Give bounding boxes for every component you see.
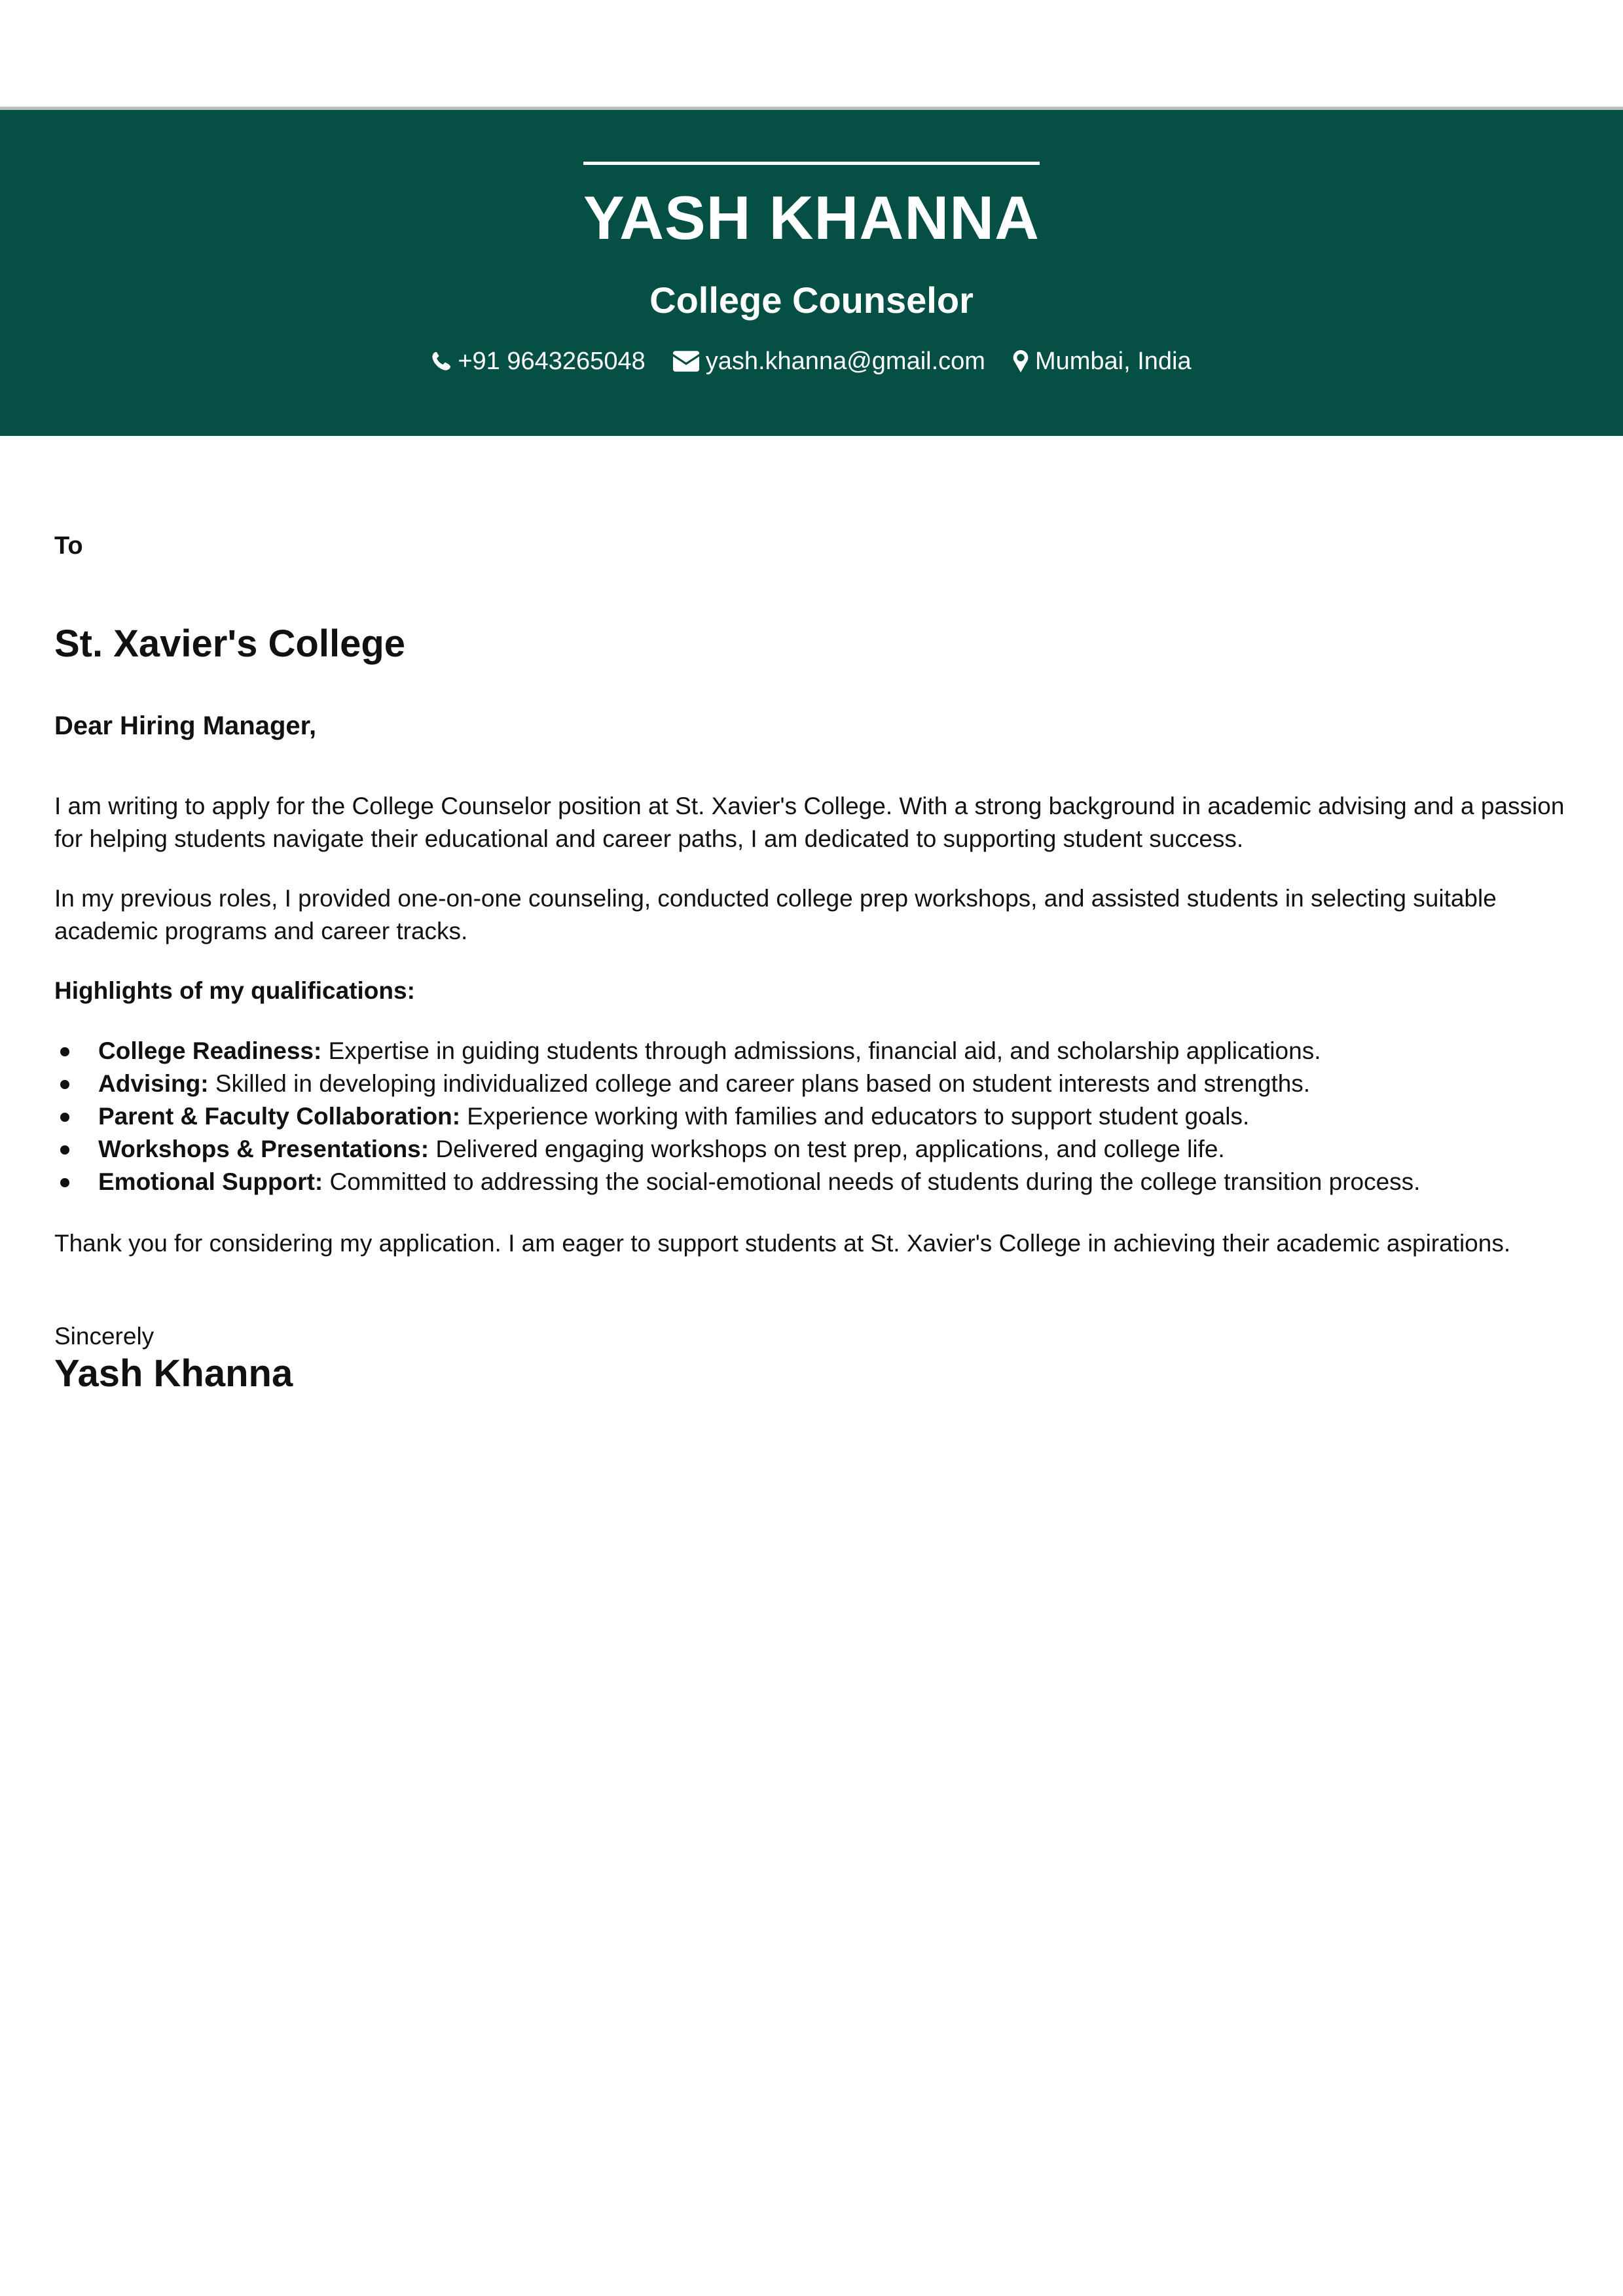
list-item bbox=[54, 1166, 1573, 1198]
salutation: Dear Hiring Manager, bbox=[54, 711, 317, 740]
signature-name: Yash Khanna bbox=[54, 1352, 293, 1395]
applicant-role: College Counselor bbox=[649, 279, 974, 321]
bullet-dot bbox=[60, 1145, 69, 1155]
header-decorative-line bbox=[583, 162, 1040, 165]
highlight-label: College Readiness: bbox=[98, 1037, 322, 1064]
map-pin-icon bbox=[1013, 350, 1029, 372]
highlight-label: Advising: bbox=[98, 1070, 209, 1097]
contact-location bbox=[1013, 349, 1192, 374]
phone-icon bbox=[431, 350, 451, 372]
highlight-label: Parent & Faculty Collaboration: bbox=[98, 1103, 461, 1130]
bullet-dot bbox=[60, 1080, 69, 1089]
sign-off: Sincerely bbox=[54, 1323, 155, 1350]
list-item bbox=[54, 1067, 1573, 1100]
contact-phone[interactable] bbox=[431, 349, 645, 374]
highlights-heading: Highlights of my qualifications: bbox=[54, 977, 415, 1004]
contact-bar bbox=[0, 349, 1623, 374]
bullet-dot bbox=[60, 1047, 69, 1056]
phone-text: +91 9643265048 bbox=[458, 348, 646, 375]
paragraph-intro: I am writing to apply for the College Counselor position at St. Xavier's College. With a strong background in academic advising and a passion for helping students navigate their educational and career paths, I am dedicated to supporting student success. bbox=[54, 793, 1565, 852]
location-text: Mumbai, India bbox=[1034, 348, 1192, 375]
header-banner bbox=[0, 110, 1623, 436]
highlight-label: Emotional Support: bbox=[98, 1168, 323, 1195]
to-label: To bbox=[54, 532, 83, 560]
applicant-name: YASH KHANNA bbox=[583, 183, 1040, 252]
bullet-dot bbox=[60, 1178, 69, 1187]
highlight-text: Experience working with families and educators to support student goals. bbox=[460, 1103, 1250, 1130]
email-text: yash.khanna@gmail.com bbox=[705, 348, 985, 375]
highlight-text: Skilled in developing individualized college and career plans based on student interests and strengths. bbox=[208, 1070, 1311, 1097]
highlight-text: Expertise in guiding students through admissions, financial aid, and scholarship applications. bbox=[321, 1037, 1321, 1064]
recipient-name: St. Xavier's College bbox=[54, 622, 406, 665]
bullet-dot bbox=[60, 1113, 69, 1122]
envelope-icon bbox=[673, 351, 699, 372]
contact-email[interactable] bbox=[673, 349, 985, 374]
list-item bbox=[54, 1133, 1573, 1166]
highlights-list bbox=[54, 1035, 1573, 1198]
highlight-label: Workshops & Presentations: bbox=[98, 1136, 429, 1162]
list-item bbox=[54, 1035, 1573, 1067]
list-item bbox=[54, 1100, 1573, 1133]
paragraph-closing: Thank you for considering my application. I am eager to support students at St. Xavier's College in achieving their academic aspirations. bbox=[54, 1230, 1511, 1257]
highlight-text: Delivered engaging workshops on test prep, applications, and college life. bbox=[429, 1136, 1225, 1162]
highlight-text: Committed to addressing the social-emotional needs of students during the college transition process. bbox=[323, 1168, 1421, 1195]
paragraph-experience: In my previous roles, I provided one-on-one counseling, conducted college prep workshops, and assisted students in selecting suitable academic programs and career tracks. bbox=[54, 885, 1497, 944]
